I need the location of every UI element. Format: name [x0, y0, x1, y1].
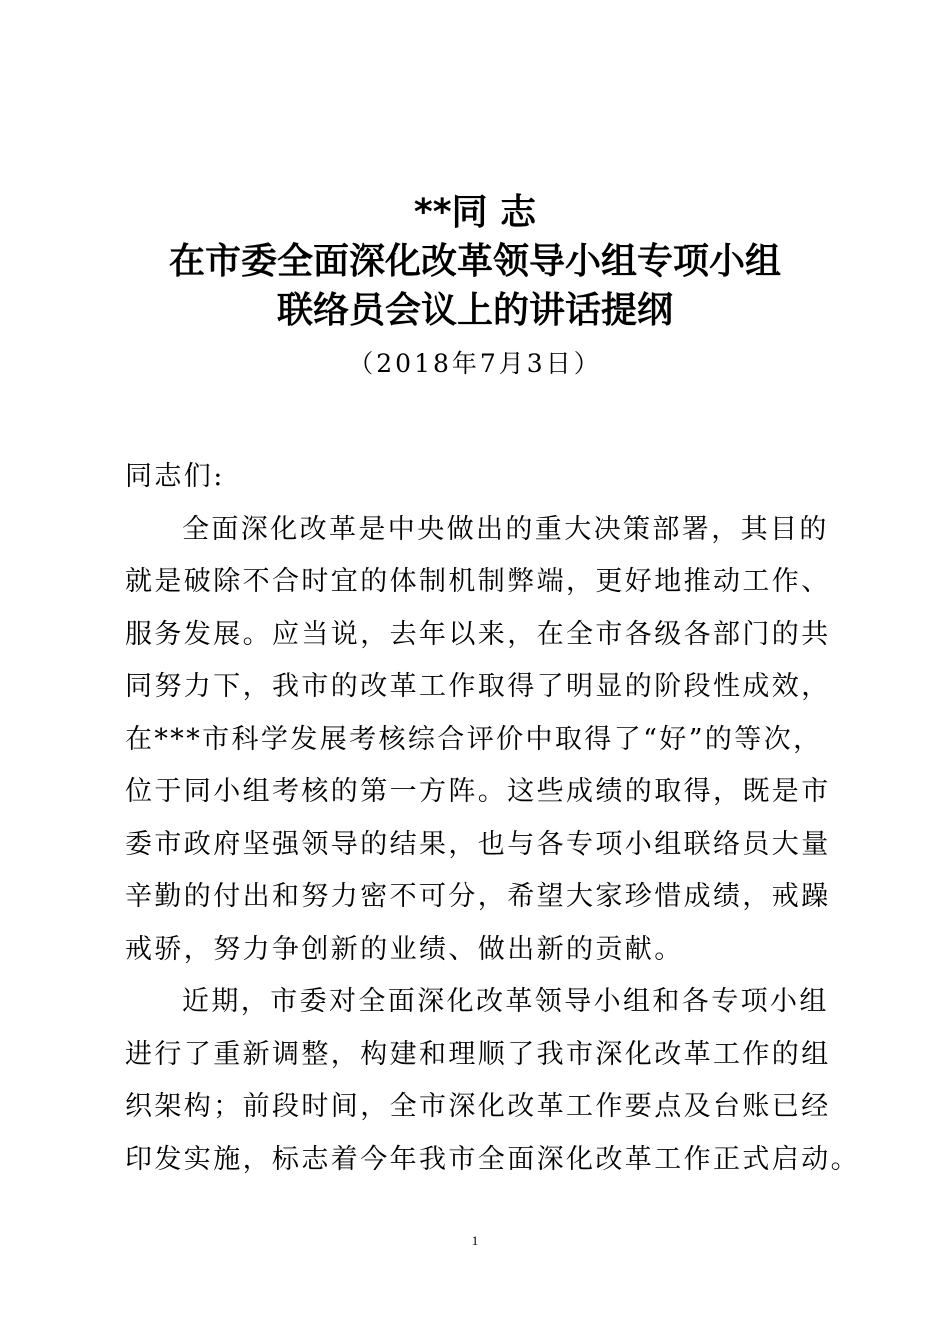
paragraph-line: 全面深化改革是中央做出的重大决策部署，其目的 [182, 513, 829, 545]
paragraph-line: 位于同小组考核的第一方阵。这些成绩的取得，既是市 [125, 776, 831, 807]
paragraph-line: 同努力下，我市的改革工作取得了明显的阶段性成效， [125, 671, 831, 702]
speech-body [125, 451, 860, 1186]
paragraph-line: 就是破除不合时宜的体制机制弊端，更好地推动工作、 [125, 566, 831, 597]
paragraph-line: 进行了重新调整，构建和理顺了我市深化改革工作的组 [125, 1038, 831, 1070]
paragraph-line: 辛勤的付出和努力密不可分，希望大家珍惜成绩，戒躁 [125, 881, 831, 912]
paragraph-line: 委市政府坚强领导的结果，也与各专项小组联络员大量 [125, 828, 831, 860]
paragraph-line: 服务发展。应当说，去年以来，在全市各级各部门的共 [125, 618, 831, 650]
salutation: 同志们: [125, 461, 225, 492]
title-line-occasion: 在市委全面深化改革领导小组专项小组 [168, 241, 781, 282]
title-line-subject: 联络员会议上的讲话提纲 [276, 290, 673, 331]
speech-title [0, 188, 950, 335]
paragraph-line: 戒骄，努力争创新的业绩、做出新的贡献。 [125, 933, 684, 965]
title-line-speaker: **同 志 [413, 192, 537, 233]
paragraph-line: 在***市科学发展考核综合评价中取得了“好”的等次， [125, 723, 823, 755]
speech-date: （2018年7月3日） [348, 349, 602, 378]
paragraph-line: 近期，市委对全面深化改革领导小组和各专项小组 [182, 986, 829, 1017]
paragraph-line: 织架构；前段时间，全市深化改革工作要点及台账已经 [125, 1091, 831, 1122]
paragraph-line: 印发实施，标志着今年我市全面深化改革工作正式启动。 [125, 1143, 860, 1175]
page-number: 1 [471, 1233, 479, 1248]
